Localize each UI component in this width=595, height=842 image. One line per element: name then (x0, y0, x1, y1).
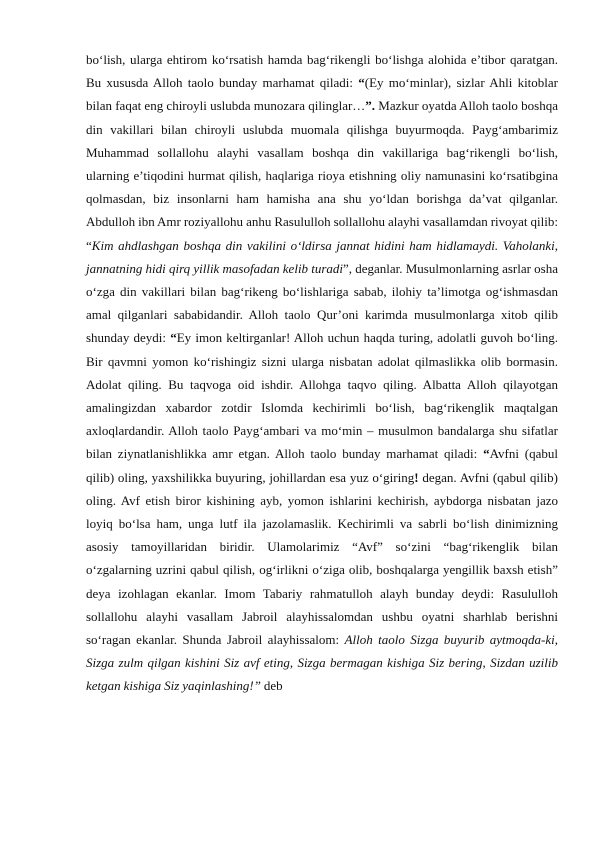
text-run: ”, deganlar. Musulmonlarning asrlar osha o‘zga din vakillari bilan bag‘rikeng bo‘lishlariga sabab, ilohiy ta’limotga og‘ishmasdan amal qilganlari sababidandir. Alloh taolo Qur’oni karimda musulmonlarga xitob qilib shunday deydi: (86, 260, 558, 346)
jibril-quote: Alloh taolo Sizga buyurib aytmoqda-ki, Sizga zulm qilgan kishini Siz avf eting, Sizga bermagan kishiga Siz bering, Sizdan uzilib ketgan kishiga Siz yaqinlashing!” (86, 632, 559, 694)
quran-quote-1: (Ey mo‘minlar), sizlar Ahli kitoblar bilan faqat eng chiroyli uslubda munozara qilinglar… (86, 75, 559, 114)
text-run: degan. Avfni (qabul qilib) oling. Avf etish biror kishining ayb, yomon ishlarini kechirish, aybdorga nisbatan jazo loyiq bo‘lsa ham, unga lutf ila jazolamaslik. Kechirimli va sabrli bo‘lish dinimizning asosiy tamoyillaridan biridir. Ulamolarimiz “Avf” so‘zini “bag‘rikenglik bilan o‘zgalarning uzrini qabul qilish, og‘irlikni o‘ziga olib, boshqalarga yengillik baxsh etish” deya izohlagan ekanlar. Imom Tabariy rahmatulloh alayh bunday deydi: Rasululloh sollallohu alayhi vasallam Jabroil alayhissalomdan ushbu oyatni sharhlab berishni so‘ragan ekanlar. Shunda Jabroil alayhissalom: (86, 469, 558, 648)
text-run: deb (260, 678, 283, 694)
quran-quote-3: Avfni (qabul qilib) oling, yaxshilikka buyuring, johillardan esa yuz o‘giring (86, 446, 558, 485)
quote-mark: “ (170, 330, 177, 346)
main-paragraph (86, 48, 558, 698)
text-run: Mazkur oyatda Alloh taolo boshqa din vakillari bilan chiroyli uslubda muomala qilishga buyurmoqda. Payg‘ambarimiz Muhammad sollallohu alayhi vasallam boshqa din vakillariga bag‘rikengli bo‘lish, ularning e’tiqodini hurmat qilish, haqlariga rioya etishning oliy namunasini ko‘rsatibgina qolmasdan, biz insonlarni ham hamisha ana shu yo‘ldan borishga da’vat qilganlar. Abdulloh ibn Amr roziyallohu anhu Rasululloh sollallohu alayhi vasallamdan rivoyat qilib: “ (86, 98, 558, 253)
quote-mark: “ (358, 75, 365, 91)
quote-mark: “ (483, 446, 490, 462)
hadith-quote: Kim ahdlashgan boshqa din vakilini o‘ldirsa jannat hidini ham hidlamaydi. Vaholanki, jannatning hidi qirq yillik masofadan kelib turadi (86, 237, 558, 276)
quran-quote-2: Ey imon keltirganlar! Alloh uchun haqda turing, adolatli guvoh bo‘ling. Bir qavmni yomon ko‘rishingiz sizni ularga nisbatan adolat qilmaslikka olib bormasin. Adolat qiling. Bu taqvoga oid ishdir. Allohga taqvo qiling. Albatta Alloh qilayotgan amalingizdan xabardor zotdir Islomda kechirimli bo‘lish, bag‘rikenglik maqtalgan axloqlardandir. Alloh taolo Payg‘ambari va mo‘min – musulmon bandalarga shu sifatlar bilan ziynatlanishlikka amr etgan. Alloh taolo bunday marhamat qiladi: (86, 330, 558, 462)
text-run: bo‘lish, ularga ehtirom ko‘rsatish hamda bag‘rikengli bo‘lishga alohida e’tibor qaratgan. Bu xususda Alloh taolo bunday marhamat qiladi: (86, 52, 558, 91)
quote-mark: ”. (365, 98, 376, 114)
exclamation-mark: ! (414, 469, 419, 485)
document-body (86, 48, 558, 698)
